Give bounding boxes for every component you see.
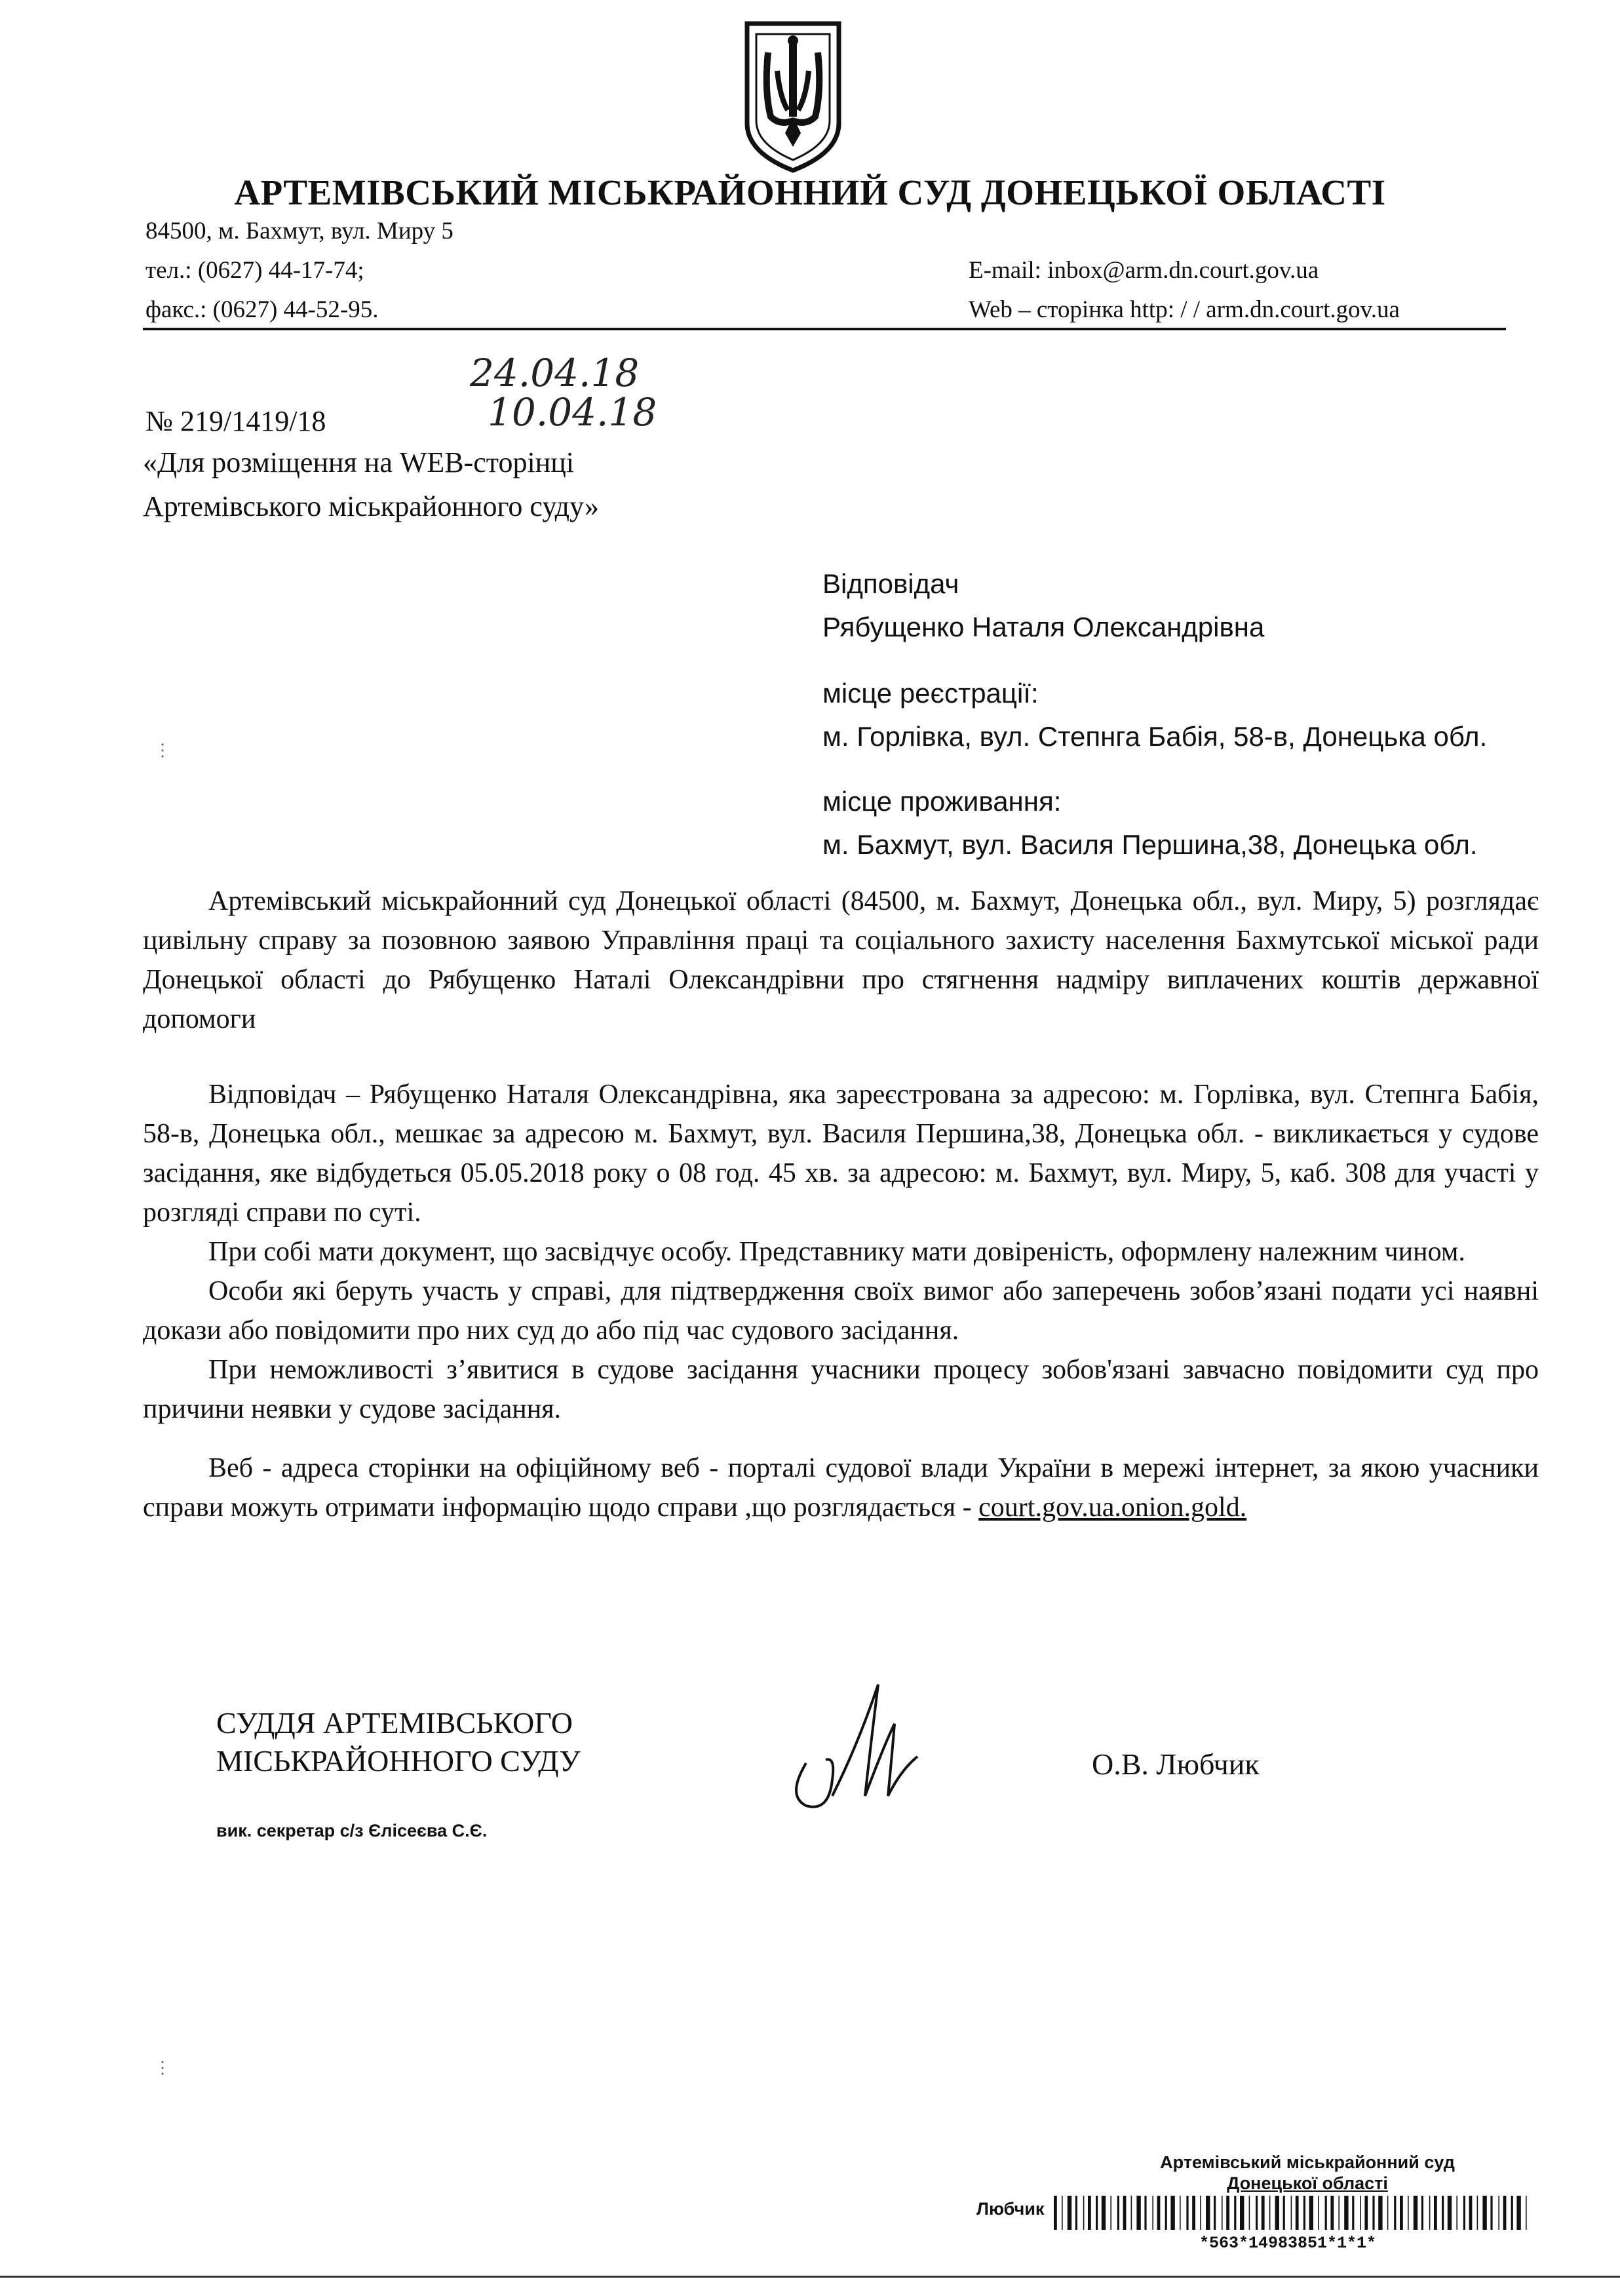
court-contacts [145,212,453,330]
barcode-bar [1344,2196,1348,2230]
barcode-bar [1477,2196,1478,2230]
barcode-bar [1275,2196,1279,2230]
barcode-bar [1152,2196,1153,2230]
barcode-bar [1054,2196,1057,2230]
body-web-info [143,1449,1539,1527]
barcode-bar [1240,2196,1244,2230]
stamp-court-line-2: Донецької області [1227,2173,1388,2193]
barcode-bar [1256,2196,1258,2230]
barcode-bar [1291,2196,1292,2230]
barcode-bar [1283,2196,1285,2230]
stamp-court-line-1: Артемівський міськрайонний суд [1160,2152,1455,2172]
barcode-bar [1364,2196,1368,2230]
court-fax: факс.: (0627) 44-52-95. [145,296,379,323]
recipient-block [822,562,1543,649]
secretary-note: вик. секретар с/з Єлісеєва С.Є. [216,1821,488,1840]
judge-name: О.В. Любчик [1092,1747,1260,1781]
barcode-bar [1157,2196,1161,2230]
barcode-bar [1117,2196,1119,2230]
barcode-bar [1186,2196,1188,2230]
barcode-bar [1136,2196,1140,2230]
paragraph-absence: При неможливості з’явитися в судове засідання учасники процесу зобов'язані завчасно повідомити суд про причини неявки у судове засідання. [143,1355,1539,1424]
barcode-bar [1421,2196,1423,2230]
paragraph-web [143,1449,1539,1527]
barcode-bar [1303,2196,1305,2230]
recipient-name: Рябущенко Наталя Олександрівна [822,612,1265,642]
barcode-bar [1123,2196,1127,2230]
court-web: Web – сторінка http: / / arm.dn.court.gov.ua [969,296,1400,323]
barcode-bar [1448,2196,1452,2230]
scan-dots: ⋮ [154,741,171,760]
barcode-bar [1414,2196,1418,2230]
court-portal-link[interactable]: court.gov.ua.onion.gold. [978,1492,1247,1523]
web-placement-note [143,440,599,528]
barcode-bar [1234,2196,1236,2230]
barcode-bar [1463,2196,1465,2230]
barcode-bar [1206,2196,1210,2230]
barcode-bar [1516,2196,1520,2230]
barcode-bar [1408,2196,1409,2230]
paragraph-summons: Відповідач – Рябущенко Наталя Олександрівна, яка зареєстрована за адресою: м. Горлівка, вул. Степнга Бабія, 58-в, Донецька обл., мешкає за адресою м. Бахмут, вул. Василя Першина,38, Донецька обл. - викликається у судове засідання, яке відбудеться 05.05.2018 року о 08 год. 45 хв. за адресою: м. Бахмут, вул. Миру, 5, каб. 308 для участі у розгляді справи по суті. [143,1080,1539,1228]
barcode-bar [1083,2196,1085,2230]
residence-address: м. Бахмут, вул. Василя Першина,38, Донецька обл. [822,829,1478,860]
barcode-bar [1226,2196,1229,2230]
barcode-bar [1068,2196,1071,2230]
barcode-bar [1434,2196,1437,2230]
barcode-bar [1110,2196,1111,2230]
barcode-bar [1394,2196,1396,2230]
barcode-bar [1482,2196,1486,2230]
barcode-bar [1214,2196,1216,2230]
barcode-bar [1075,2196,1077,2230]
web-note-line-2: Артемівського міськрайонного суду» [143,490,600,522]
barcode-bar [1400,2196,1403,2230]
barcode-bar [1325,2196,1327,2230]
court-online-contacts [969,251,1400,330]
barcode-bar [1456,2196,1457,2230]
handwritten-date-2: 10.04.18 [488,390,657,435]
barcode-number: *563*14983851*1*1* [1199,2234,1377,2253]
stamp-court [1153,2152,1461,2194]
barcode-bar [1296,2196,1299,2230]
registration-address: м. Горлівка, вул. Степнга Бабія, 58-в, Донецька обл. [822,721,1488,752]
barcode-bar [1269,2196,1271,2230]
court-address: 84500, м. Бахмут, вул. Миру 5 [145,218,453,244]
paragraph-evidence: Особи які беруть участь у справі, для підтвердження своїх вимог або заперечень зобов’язані подати усі наявні докази або повідомити про них суд до або під час судового засідання. [143,1276,1539,1346]
judge-title-line-1: СУДДЯ АРТЕМІВСЬКОГО [216,1706,573,1740]
body-summons [143,1075,1539,1429]
barcode-bar [1352,2196,1354,2230]
residence-label: місце проживання: [822,786,1062,817]
paragraph-claim: Артемівський міськрайонний суд Донецької області (84500, м. Бахмут, Донецька обл., вул. Миру, 5) розглядає цивільну справу за позовною заявою Управління праці та соціального захисту населення Бахмутської міської ради Донецької області до Рябущенко Наталі Олександрівни про стягнення надміру виплачених коштів державної допомоги [143,886,1539,1034]
barcode-bar [1469,2196,1473,2230]
barcode-bar [1170,2196,1174,2230]
body-paragraph-1 [143,882,1539,1039]
court-name: АРТЕМІВСЬКИЙ МІСЬКРАЙОННИЙ СУД ДОНЕЦЬКОЇ ОБЛАСТІ [234,172,1386,212]
case-number: № 219/1419/18 [145,405,326,437]
coat-of-arms-icon [734,18,852,176]
barcode-bar [1262,2196,1265,2230]
court-email: E-mail: inbox@arm.dn.court.gov.ua [969,257,1319,284]
barcode-bar [1429,2196,1431,2230]
barcode-bar [1378,2196,1382,2230]
scan-dots: ⋮ [154,2058,171,2077]
recipient-role: Відповідач [822,568,959,599]
court-phone: тел.: (0627) 44-17-74; [145,257,364,284]
barcode-bar [1131,2196,1132,2230]
barcode-bar [1222,2196,1223,2230]
barcode-bar [1490,2196,1492,2230]
signature-icon [780,1665,937,1816]
barcode-label: Любчик [976,2199,1045,2219]
barcode-bar [1180,2196,1181,2230]
barcode-bar [1387,2196,1389,2230]
barcode-bar [1526,2196,1527,2230]
barcode-bar [1096,2196,1098,2230]
barcode-icon [1054,2196,1535,2230]
barcode-bar [1511,2196,1513,2230]
paragraph-documents: При собі мати документ, що засвідчує особу. Представнику мати довіреність, оформлену належним чином. [208,1237,1465,1267]
registration-block [822,672,1543,758]
barcode-bar [1338,2196,1340,2230]
barcode-bar [1200,2196,1201,2230]
registration-label: місце реєстрації: [822,678,1039,709]
barcode-bar [1062,2196,1063,2230]
barcode-bar [1330,2196,1334,2230]
barcode-bar [1088,2196,1091,2230]
barcode-bar [1318,2196,1319,2230]
barcode-bar [1144,2196,1146,2230]
header-divider [143,328,1506,330]
web-info-text: Веб - адреса сторінки на офіційному веб - порталі судової влади України в мережі інтернет, за якою учасники справи можуть отримати інформацію щодо справи ,що розглядається - [143,1453,1539,1523]
barcode-bar [1442,2196,1444,2230]
barcode-bar [1192,2196,1195,2230]
barcode-bar [1503,2196,1507,2230]
barcode-bar [1360,2196,1361,2230]
residence-block [822,780,1543,866]
judge-title-line-2: МІСЬКРАЙОННОГО СУДУ [216,1744,581,1778]
scan-edge-line [0,2276,1620,2278]
barcode-bar [1498,2196,1499,2230]
judge-title [216,1704,581,1780]
handwritten-date-1: 24.04.18 [470,351,640,395]
web-note-line-1: «Для розміщення на WEB-сторінці [143,446,574,478]
barcode-bar [1309,2196,1313,2230]
barcode-bar [1372,2196,1374,2230]
barcode-bar [1249,2196,1250,2230]
barcode-bar [1165,2196,1167,2230]
barcode-bar [1102,2196,1106,2230]
